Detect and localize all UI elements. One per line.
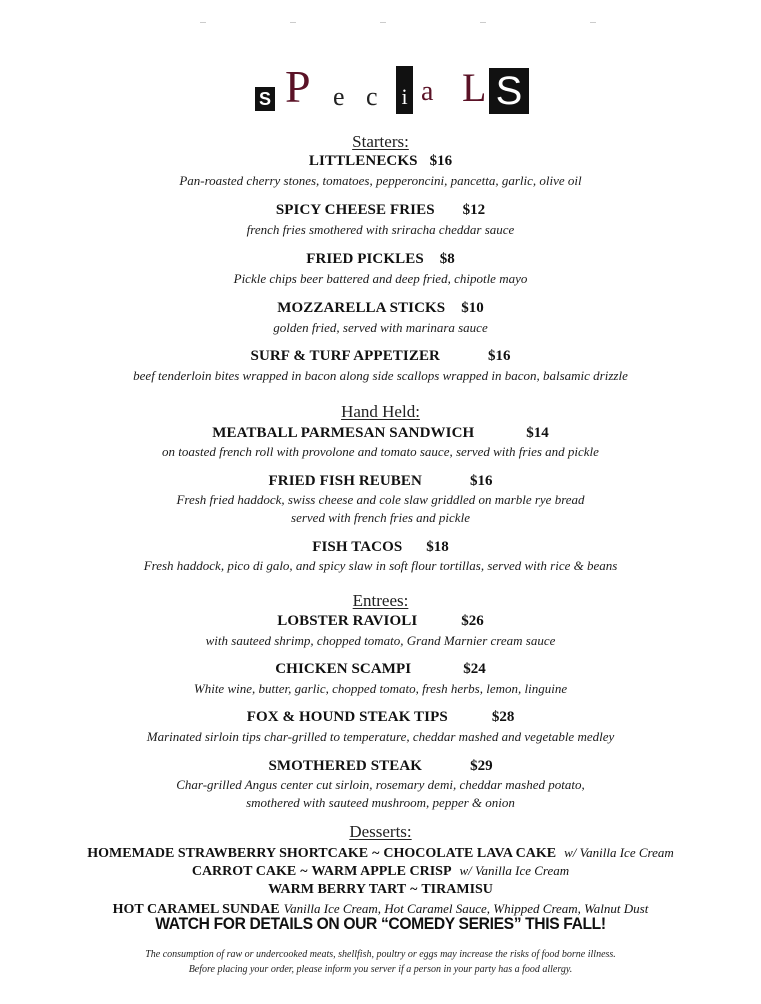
item-description: White wine, butter, garlic, chopped tomato, fresh herbs, lemon, linguine	[193, 681, 568, 696]
dessert-note: Vanilla Ice Cream, Hot Caramel Sauce, Whipped Cream, Walnut Dust	[283, 901, 649, 916]
item-description: Char-grilled Angus center cut sirloin, rosemary demi, cheddar mashed potato,	[176, 777, 585, 792]
logo-letter-s-boxed: S	[255, 87, 275, 111]
logo-letter-p: P	[285, 61, 311, 112]
item-price: $24	[463, 661, 486, 677]
menu-item-littlenecks	[0, 152, 761, 170]
menu-item-spicy-cheese-fries	[0, 201, 761, 219]
logo-letter-c: c	[366, 82, 378, 111]
item-price: $18	[426, 539, 449, 555]
section-title-desserts: Desserts:	[349, 822, 412, 841]
dessert-name: HOMEMADE STRAWBERRY SHORTCAKE	[87, 846, 369, 861]
item-description: Pickle chips beer battered and deep fried, chipotle mayo	[233, 271, 528, 286]
dessert-line-2	[0, 862, 761, 880]
logo-letter-i-boxed: i	[396, 66, 413, 114]
menu-item-mozzarella-sticks	[0, 299, 761, 317]
item-name: LOBSTER RAVIOLI	[277, 613, 418, 629]
item-price: $29	[470, 758, 493, 774]
menu-item-smothered-steak	[0, 757, 761, 775]
scan-specks	[180, 22, 600, 24]
section-title-hand-held: Hand Held:	[341, 402, 420, 421]
item-description-line2: smothered with sauteed mushroom, pepper & onion	[246, 795, 515, 810]
dessert-name: CHOCOLATE LAVA CAKE	[383, 846, 557, 861]
menu-item-surf-turf	[0, 347, 761, 365]
item-price: $16	[469, 473, 493, 489]
item-price: $12	[462, 202, 486, 218]
dessert-line-1	[0, 844, 761, 862]
dessert-name: WARM BERRY TART	[268, 882, 407, 897]
item-name: SMOTHERED STEAK	[268, 758, 423, 774]
item-price: $16	[429, 153, 453, 169]
item-price: $14	[526, 425, 549, 441]
item-name: FRIED FISH REUBEN	[268, 473, 422, 489]
logo-letter-s-large-boxed: S	[489, 68, 529, 114]
item-name: SPICY CHEESE FRIES	[275, 202, 435, 218]
item-name: MOZZARELLA STICKS	[277, 300, 446, 316]
dessert-note: w/ Vanilla Ice Cream	[564, 845, 674, 860]
section-title-starters: Starters:	[352, 132, 409, 151]
logo-letter-e: e	[333, 82, 345, 111]
item-name: MEATBALL PARMESAN SANDWICH	[212, 425, 475, 441]
dessert-separator: ~	[410, 882, 418, 897]
dessert-name: CARROT CAKE	[191, 864, 297, 879]
menu-item-fox-hound-steak-tips	[0, 708, 761, 726]
disclaimer-line-2: Before placing your order, please inform you server if a person in your party has a food allergy.	[188, 964, 573, 975]
dessert-name: HOT CARAMEL SUNDAE	[112, 902, 280, 917]
logo-letter-l: L	[462, 65, 487, 110]
item-description: Marinated sirloin tips char-grilled to temperature, cheddar mashed and vegetable medley	[146, 729, 615, 744]
dessert-line-3	[0, 880, 761, 898]
menu-item-fried-pickles	[0, 250, 761, 268]
menu-item-chicken-scampi	[0, 660, 761, 678]
menu-item-fried-fish-reuben	[0, 472, 761, 490]
specials-logo	[0, 61, 761, 120]
menu-item-lobster-ravioli	[0, 612, 761, 630]
item-description-line2: served with french fries and pickle	[291, 510, 470, 525]
item-description: Pan-roasted cherry stones, tomatoes, pepperoncini, pancetta, garlic, olive oil	[179, 173, 582, 188]
section-title-entrees: Entrees:	[352, 591, 409, 610]
item-description: Fresh fried haddock, swiss cheese and cole slaw griddled on marble rye bread	[176, 492, 585, 507]
item-description: Fresh haddock, pico di galo, and spicy slaw in soft flour tortillas, served with rice & beans	[143, 558, 618, 573]
dessert-separator: ~	[372, 846, 380, 861]
item-price: $16	[487, 348, 511, 364]
item-price: $10	[461, 300, 484, 316]
logo-letter-a: a	[421, 76, 434, 107]
item-name: CHICKEN SCAMPI	[275, 661, 412, 677]
item-description: beef tenderloin bites wrapped in bacon along side scallops wrapped in bacon, balsamic drizzle	[133, 368, 628, 383]
promo-banner: WATCH FOR DETAILS ON OUR “COMEDY SERIES” THIS FALL!	[155, 914, 606, 933]
item-name: FISH TACOS	[312, 539, 403, 555]
item-price: $8	[439, 251, 455, 267]
item-name: FRIED PICKLES	[306, 251, 424, 267]
menu-item-meatball-parmesan	[0, 424, 761, 442]
item-description: with sauteed shrimp, chopped tomato, Grand Marnier cream sauce	[205, 633, 556, 648]
menu-item-fish-tacos	[0, 538, 761, 556]
item-description: golden fried, served with marinara sauce	[273, 320, 488, 335]
dessert-separator: ~	[300, 864, 308, 879]
disclaimer-line-1: The consumption of raw or undercooked meats, shellfish, poultry or eggs may increase the risks of food borne illness.	[145, 949, 616, 960]
item-name: LITTLENECKS	[308, 153, 418, 169]
item-name: SURF & TURF APPETIZER	[250, 348, 440, 364]
dessert-name: WARM APPLE CRISP	[311, 864, 452, 879]
dessert-note: w/ Vanilla Ice Cream	[459, 863, 570, 878]
item-price: $26	[461, 613, 484, 629]
item-description: on toasted french roll with provolone and tomato sauce, served with fries and pickle	[162, 444, 599, 459]
dessert-name: TIRAMISU	[421, 882, 493, 897]
item-description: french fries smothered with sriracha cheddar sauce	[246, 222, 515, 237]
item-price: $28	[491, 709, 515, 725]
item-name: FOX & HOUND STEAK TIPS	[246, 709, 448, 725]
